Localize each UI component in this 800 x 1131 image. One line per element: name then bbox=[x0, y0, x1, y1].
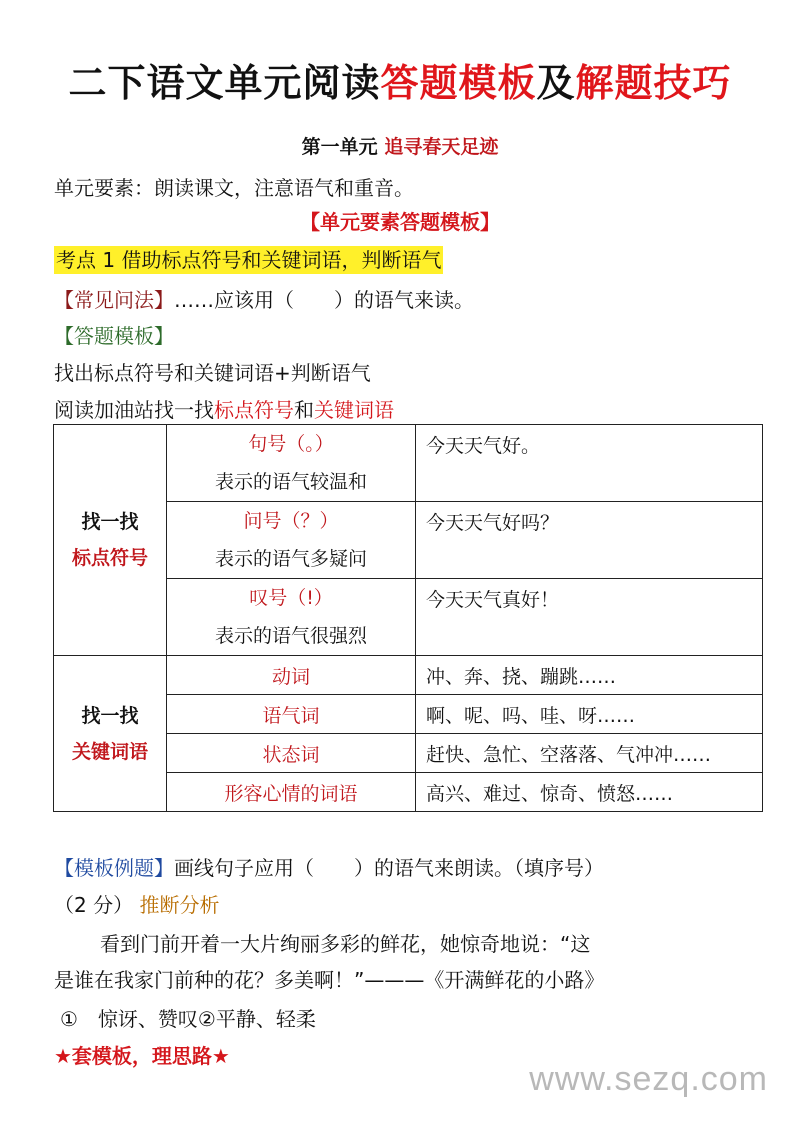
example-cell: 冲、奔、挠、蹦跳…… bbox=[416, 656, 763, 695]
common-question-tag: 【常见问法】 bbox=[54, 288, 174, 312]
answer-options: ① 惊讶、赞叹②平静、轻柔 bbox=[60, 1007, 316, 1031]
category-line-1: 找一找 bbox=[81, 704, 139, 727]
reading-mid: 和 bbox=[294, 398, 314, 422]
unit-element-line: 单元要素：朗读课文，注意语气和重音。 bbox=[54, 176, 414, 200]
page-title bbox=[0, 52, 800, 107]
reading-red-1: 标点符号 bbox=[214, 398, 294, 422]
example-question: 画线句子应用（ ）的语气来朗读。（填序号） bbox=[174, 856, 604, 880]
common-question-line bbox=[54, 284, 474, 313]
example-cell: 今天天气真好！ bbox=[416, 579, 763, 656]
example-cell: 啊、呢、吗、哇、呀…… bbox=[416, 695, 763, 734]
reading-line bbox=[54, 394, 394, 423]
score-line bbox=[54, 889, 219, 918]
category-line-2: 关键词语 bbox=[71, 740, 148, 763]
analysis-label: 推断分析 bbox=[139, 893, 220, 917]
keyword-type-cell: 形容心情的词语 bbox=[167, 773, 416, 812]
category-line-1: 找一找 bbox=[81, 511, 139, 533]
punctuation-cell bbox=[167, 502, 416, 579]
category-keywords bbox=[54, 656, 167, 812]
category-line-2: 标点符号 bbox=[71, 547, 148, 569]
example-cell: 今天天气好。 bbox=[416, 425, 763, 502]
example-score: （2 分） bbox=[54, 893, 134, 917]
common-question-text: ……应该用（ ）的语气来读。 bbox=[174, 288, 474, 312]
unit-heading bbox=[0, 132, 800, 159]
title-part-2: 答题模板 bbox=[380, 61, 537, 105]
template-heading: 【单元要素答题模板】 bbox=[300, 210, 500, 234]
punctuation-cell bbox=[167, 579, 416, 656]
kaodian-line bbox=[54, 244, 443, 273]
title-part-1: 二下语文单元阅读 bbox=[68, 61, 381, 105]
punctuation-title: 问号（？） bbox=[243, 510, 339, 532]
unit-name: 追寻春天足迹 bbox=[384, 136, 499, 158]
punctuation-desc: 表示的语气很强烈 bbox=[214, 625, 367, 647]
keyword-type-cell: 状态词 bbox=[167, 734, 416, 773]
reading-red-2: 关键词语 bbox=[314, 398, 394, 422]
passage-line-1: 看到门前开着一大片绚丽多彩的鲜花，她惊奇地说：“这 bbox=[100, 932, 591, 956]
method-line: 找出标点符号和关键词语+判断语气 bbox=[54, 361, 371, 385]
punctuation-cell bbox=[167, 425, 416, 502]
punctuation-desc: 表示的语气多疑问 bbox=[214, 548, 367, 570]
title-part-4: 解题技巧 bbox=[575, 61, 732, 105]
title-part-3: 及 bbox=[536, 61, 576, 105]
punctuation-title: 叹号（!） bbox=[249, 587, 333, 609]
kaodian-text: 考点 1 借助标点符号和关键词语，判断语气 bbox=[56, 248, 442, 272]
watermark: www.sezq.com bbox=[529, 1060, 768, 1098]
passage-line-2: 是谁在我家门前种的花？多美啊！”———《开满鲜花的小路》 bbox=[54, 968, 605, 992]
answer-template-tag: 【答题模板】 bbox=[54, 324, 174, 348]
table-row bbox=[54, 656, 763, 695]
unit-label: 第一单元 bbox=[301, 136, 378, 158]
example-cell: 今天天气好吗？ bbox=[416, 502, 763, 579]
example-cell: 高兴、难过、惊奇、愤怒…… bbox=[416, 773, 763, 812]
reading-prefix: 阅读加油站找一找 bbox=[54, 398, 214, 422]
example-question-line bbox=[54, 852, 604, 881]
punctuation-desc: 表示的语气较温和 bbox=[214, 471, 367, 493]
keyword-type-cell: 动词 bbox=[167, 656, 416, 695]
keyword-type-cell: 语气词 bbox=[167, 695, 416, 734]
category-punctuation bbox=[54, 425, 167, 656]
tip-line: ★套模板，理思路★ bbox=[54, 1044, 230, 1068]
example-tag: 【模板例题】 bbox=[54, 856, 174, 880]
punctuation-title: 句号（。） bbox=[248, 433, 334, 455]
example-cell: 赶快、急忙、空落落、气冲冲…… bbox=[416, 734, 763, 773]
table-row bbox=[54, 425, 763, 502]
reference-table bbox=[53, 424, 763, 812]
